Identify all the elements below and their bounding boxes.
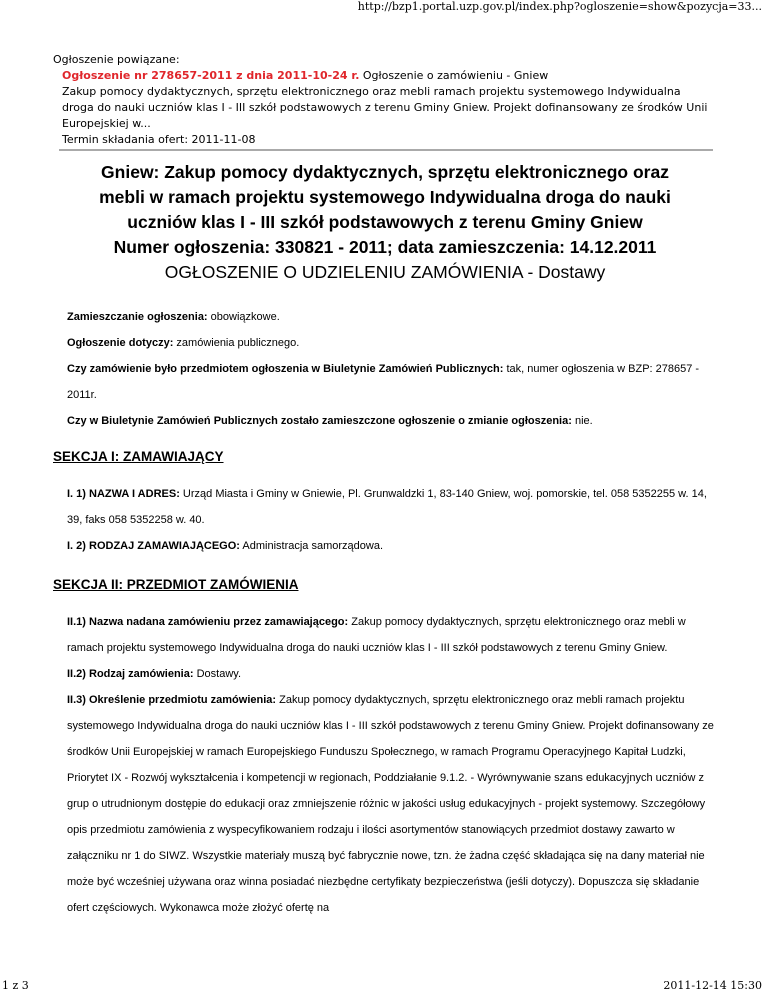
section-2-heading: SEKCJA II: PRZEDMIOT ZAMÓWIENIA [53,577,299,592]
title-main: Gniew: Zakup pomocy dydaktycznych, sprzętu elektronicznego oraz mebli w ramach projektu systemowego Indywidualna droga do nauki uczniów klas I - III szkół podstawowych z terenu Gminy Gniew [99,162,671,232]
related-notice-number[interactable]: Ogłoszenie nr 278657-2011 z dnia 2011-10-24 r. [62,69,360,82]
intro-zamieszczanie: Zamieszczanie ogłoszenia: obowiązkowe. [67,311,280,323]
section-1-heading: SEKCJA I: ZAMAWIAJĄCY [53,449,224,464]
related-notice-type: Ogłoszenie o zamówieniu - Gniew [359,69,549,82]
zamawiajacy-nazwa: I. 1) NAZWA I ADRES: Urząd Miasta i Gminy w Gniewie, Pl. Grunwaldzki 1, 83-140 Gniew, woj. pomorskie, tel. 058 5352255 w. 14, 39, faks 058 5352258 w. 40. [67,488,707,526]
zamawiajacy-rodzaj: I. 2) RODZAJ ZAMAWIAJĄCEGO: Administracja samorządowa. [67,540,384,552]
page-url: http://bzp1.portal.uzp.gov.pl/index.php?ogloszenie=show&pozycja=33... [357,0,762,13]
related-notice [53,52,713,148]
related-description: Zakup pomocy dydaktycznych, sprzętu elektronicznego oraz mebli ramach projektu systemowego Indywidualna droga do nauki uczniów klas I - III szkół podstawowych z terenu Gminy Gniew. Projekt dofinansowany ze środków Unii Europejskiej w... [62,85,708,130]
related-deadline: Termin składania ofert: 2011-11-08 [62,133,256,146]
intro-zmiana: Czy w Biuletynie Zamówień Publicznych zostało zamieszczone ogłoszenie o zmianie ogłoszenia: nie. [67,415,593,427]
intro-dotyczy: Ogłoszenie dotyczy: zamówienia publicznego. [67,337,300,349]
przedmiot-okreslenie: II.3) Określenie przedmiotu zamówienia: Zakup pomocy dydaktycznych, sprzętu elektronicznego oraz mebli ramach projektu systemowego Indywidualna droga do nauki uczniów klas I - III szkół podstawowych z terenu Gminy Gniew. Projekt dofinansowany ze środków Unii Europejskiej w ramach Europejskiego Funduszu Społecznego, w ramach Programu Operacyjnego Kapitał Ludzki, Priorytet IX - Rozwój wykształcenia i kompetencji w regionach, Poddziałanie 9.1.2. - Wyrównywanie szans edukacyjnych uczniów z grup o utrudnionym dostępie do edukacji oraz zmniejszenie różnic w jakości usług edukacyjnych - projekt systemowy. Szczegółowy opis przedmiotu zamówienia z wyspecyfikowaniem rodzaju i ilości asortymentów stanowiących przedmiot dostawy zawarto w załączniku nr 1 do SIWZ. Wszystkie materiały muszą być fabrycznie nowe, tzn. że żadna część składająca się na dany materiał nie może być wcześniej używana oraz winna posiadać niezbędne certyfikaty bezpieczeństwa (jeśli dotyczy). Dopuszcza się składanie ofert częściowych. Wykonawca może złożyć ofertę na [67,694,714,914]
section-1-block [67,481,717,559]
title-number: Numer ogłoszenia: 330821 - 2011; data zamieszczenia: 14.12.2011 [113,237,657,257]
intro-czy-ogloszenie: Czy zamówienie było przedmiotem ogłoszenia w Biuletynie Zamówień Publicznych: tak, numer ogłoszenia w BZP: 278657 - 2011r. [67,363,700,401]
przedmiot-nazwa: II.1) Nazwa nadana zamówieniu przez zamawiającego: Zakup pomocy dydaktycznych, sprzętu elektronicznego oraz mebli w ramach projektu systemowego Indywidualna droga do nauki uczniów klas I - III szkół podstawowych z terenu Gminy Gniew. [67,616,686,654]
intro-block [67,304,717,434]
notice-title [90,160,680,285]
related-link[interactable] [62,68,713,84]
title-subtitle: OGŁOSZENIE O UDZIELENIU ZAMÓWIENIA - Dostawy [164,262,606,282]
print-datetime: 2011-12-14 15:30 [663,979,762,992]
przedmiot-rodzaj: II.2) Rodzaj zamówienia: Dostawy. [67,668,242,680]
related-label: Ogłoszenie powiązane: [53,53,180,66]
section-2-block [67,609,717,921]
page-number: 1 z 3 [2,979,29,992]
divider [59,149,713,151]
